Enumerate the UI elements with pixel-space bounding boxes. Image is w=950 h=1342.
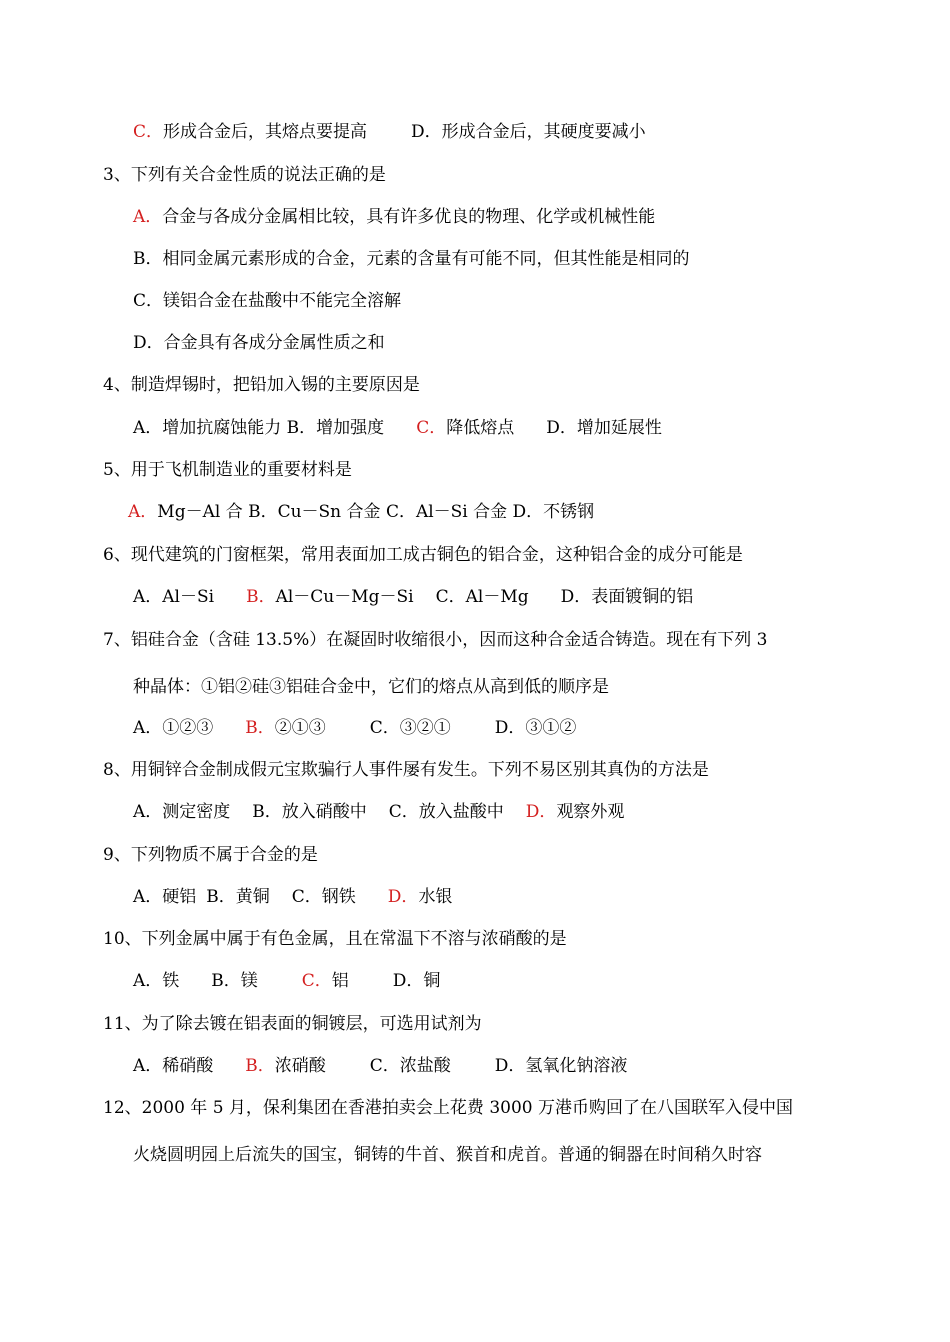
text-run: 3、下列有关合金性质的说法正确的是 (103, 165, 386, 185)
text-run: C．③②① (369, 718, 451, 738)
text-run: 水银 (418, 887, 453, 907)
text-run: 11、为了除去镀在铝表面的铜镀层，可选用试剂为 (103, 1014, 482, 1034)
text-run: D．增加延展性 (546, 418, 662, 438)
text-line (133, 120, 646, 144)
text-run: Al－Cu－Mg－Si (275, 587, 414, 607)
text-run: 7、铝硅合金（含硅 13.5%）在凝固时收缩很小，因而这种合金适合铸造。现在有下列 3 (103, 630, 768, 650)
text-run: C．钢铁 (291, 887, 356, 907)
text-run: D．氢氧化钠溶液 (494, 1056, 628, 1076)
text-line (103, 458, 352, 482)
text-run: A．测定密度 (133, 802, 231, 822)
text-line (103, 1012, 482, 1036)
text-run: 合金与各成分金属相比较，具有许多优良的物理、化学或机械性能 (162, 207, 656, 227)
answer-label: A． (128, 502, 158, 522)
text-run: D．铜 (392, 971, 441, 991)
text-run: 种晶体：①铝②硅③铝硅合金中，它们的熔点从高到低的顺序是 (133, 677, 609, 697)
text-line (103, 163, 386, 187)
text-run: D．形成合金后，其硬度要减小 (411, 122, 646, 142)
text-run: 9、下列物质不属于合金的是 (103, 845, 318, 865)
text-run: 降低熔点 (446, 418, 515, 438)
text-run: 8、用铜锌合金制成假元宝欺骗行人事件屡有发生。下列不易区别其真伪的方法是 (103, 760, 709, 780)
text-run: A．稀硝酸 (133, 1056, 214, 1076)
text-line (133, 675, 609, 699)
text-run: A．硬铝 (133, 887, 197, 907)
answer-label: C． (416, 418, 447, 438)
answer-label: B． (245, 1056, 275, 1076)
text-line (133, 885, 452, 909)
text-line (103, 927, 567, 951)
text-line (133, 247, 690, 271)
text-run: B．镁 (211, 971, 258, 991)
text-line (103, 758, 709, 782)
text-run: 铝 (331, 971, 349, 991)
text-run: 火烧圆明园上后流失的国宝，铜铸的牛首、猴首和虎首。普通的铜器在时间稍久时容 (133, 1145, 762, 1165)
text-line (128, 500, 594, 524)
text-run: C．放入盐酸中 (388, 802, 504, 822)
text-line (133, 1143, 762, 1167)
text-run: 观察外观 (556, 802, 625, 822)
text-line (133, 205, 655, 229)
text-line (103, 543, 743, 567)
answer-label: D． (387, 887, 419, 907)
text-run: B．黄铜 (206, 887, 270, 907)
text-run: 12、2000 年 5 月，保利集团在香港拍卖会上花费 3000 万港币购回了在八国联军入侵中国 (103, 1098, 793, 1118)
text-run: A．Al－Si (133, 587, 215, 607)
text-line (133, 969, 440, 993)
text-line (103, 628, 767, 652)
text-line (133, 716, 576, 740)
answer-label: C． (133, 122, 164, 142)
text-run: 浓硝酸 (274, 1056, 326, 1076)
text-run: 5、用于飞机制造业的重要材料是 (103, 460, 352, 480)
text-run: 6、现代建筑的门窗框架，常用表面加工成古铜色的铝合金，这种铝合金的成分可能是 (103, 545, 743, 565)
answer-label: C． (301, 971, 332, 991)
text-run: C．浓盐酸 (369, 1056, 451, 1076)
text-run: 4、制造焊锡时，把铅加入锡的主要原因是 (103, 375, 420, 395)
answer-label: B． (246, 587, 276, 607)
text-run: D．③①② (494, 718, 577, 738)
text-line (133, 585, 693, 609)
text-line (133, 1054, 627, 1078)
text-run: ②①③ (274, 718, 326, 738)
text-run: Mg－Al 合 B．Cu－Sn 合金 C．Al－Si 合金 D．不锈钢 (157, 502, 595, 522)
text-line (103, 373, 420, 397)
text-line (133, 416, 662, 440)
text-line (133, 289, 401, 313)
text-run: D．合金具有各成分金属性质之和 (133, 333, 385, 353)
text-line (133, 331, 385, 355)
answer-label: D． (525, 802, 557, 822)
text-run: D．表面镀铜的铝 (560, 587, 694, 607)
text-run: 10、下列金属中属于有色金属，且在常温下不溶与浓硝酸的是 (103, 929, 567, 949)
answer-label: B． (245, 718, 275, 738)
text-run: B．相同金属元素形成的合金，元素的含量有可能不同，但其性能是相同的 (133, 249, 690, 269)
text-run: A．增加抗腐蚀能力 B．增加强度 (133, 418, 385, 438)
text-run: 形成合金后，其熔点要提高 (163, 122, 368, 142)
text-run: C．镁铝合金在盐酸中不能完全溶解 (133, 291, 402, 311)
text-run: A．①②③ (133, 718, 214, 738)
text-line (133, 800, 624, 824)
text-run: C．Al－Mg (435, 587, 529, 607)
text-line (103, 843, 318, 867)
text-run: B．放入硝酸中 (252, 802, 367, 822)
text-line (103, 1096, 793, 1120)
answer-label: A． (133, 207, 163, 227)
text-run: A．铁 (133, 971, 180, 991)
